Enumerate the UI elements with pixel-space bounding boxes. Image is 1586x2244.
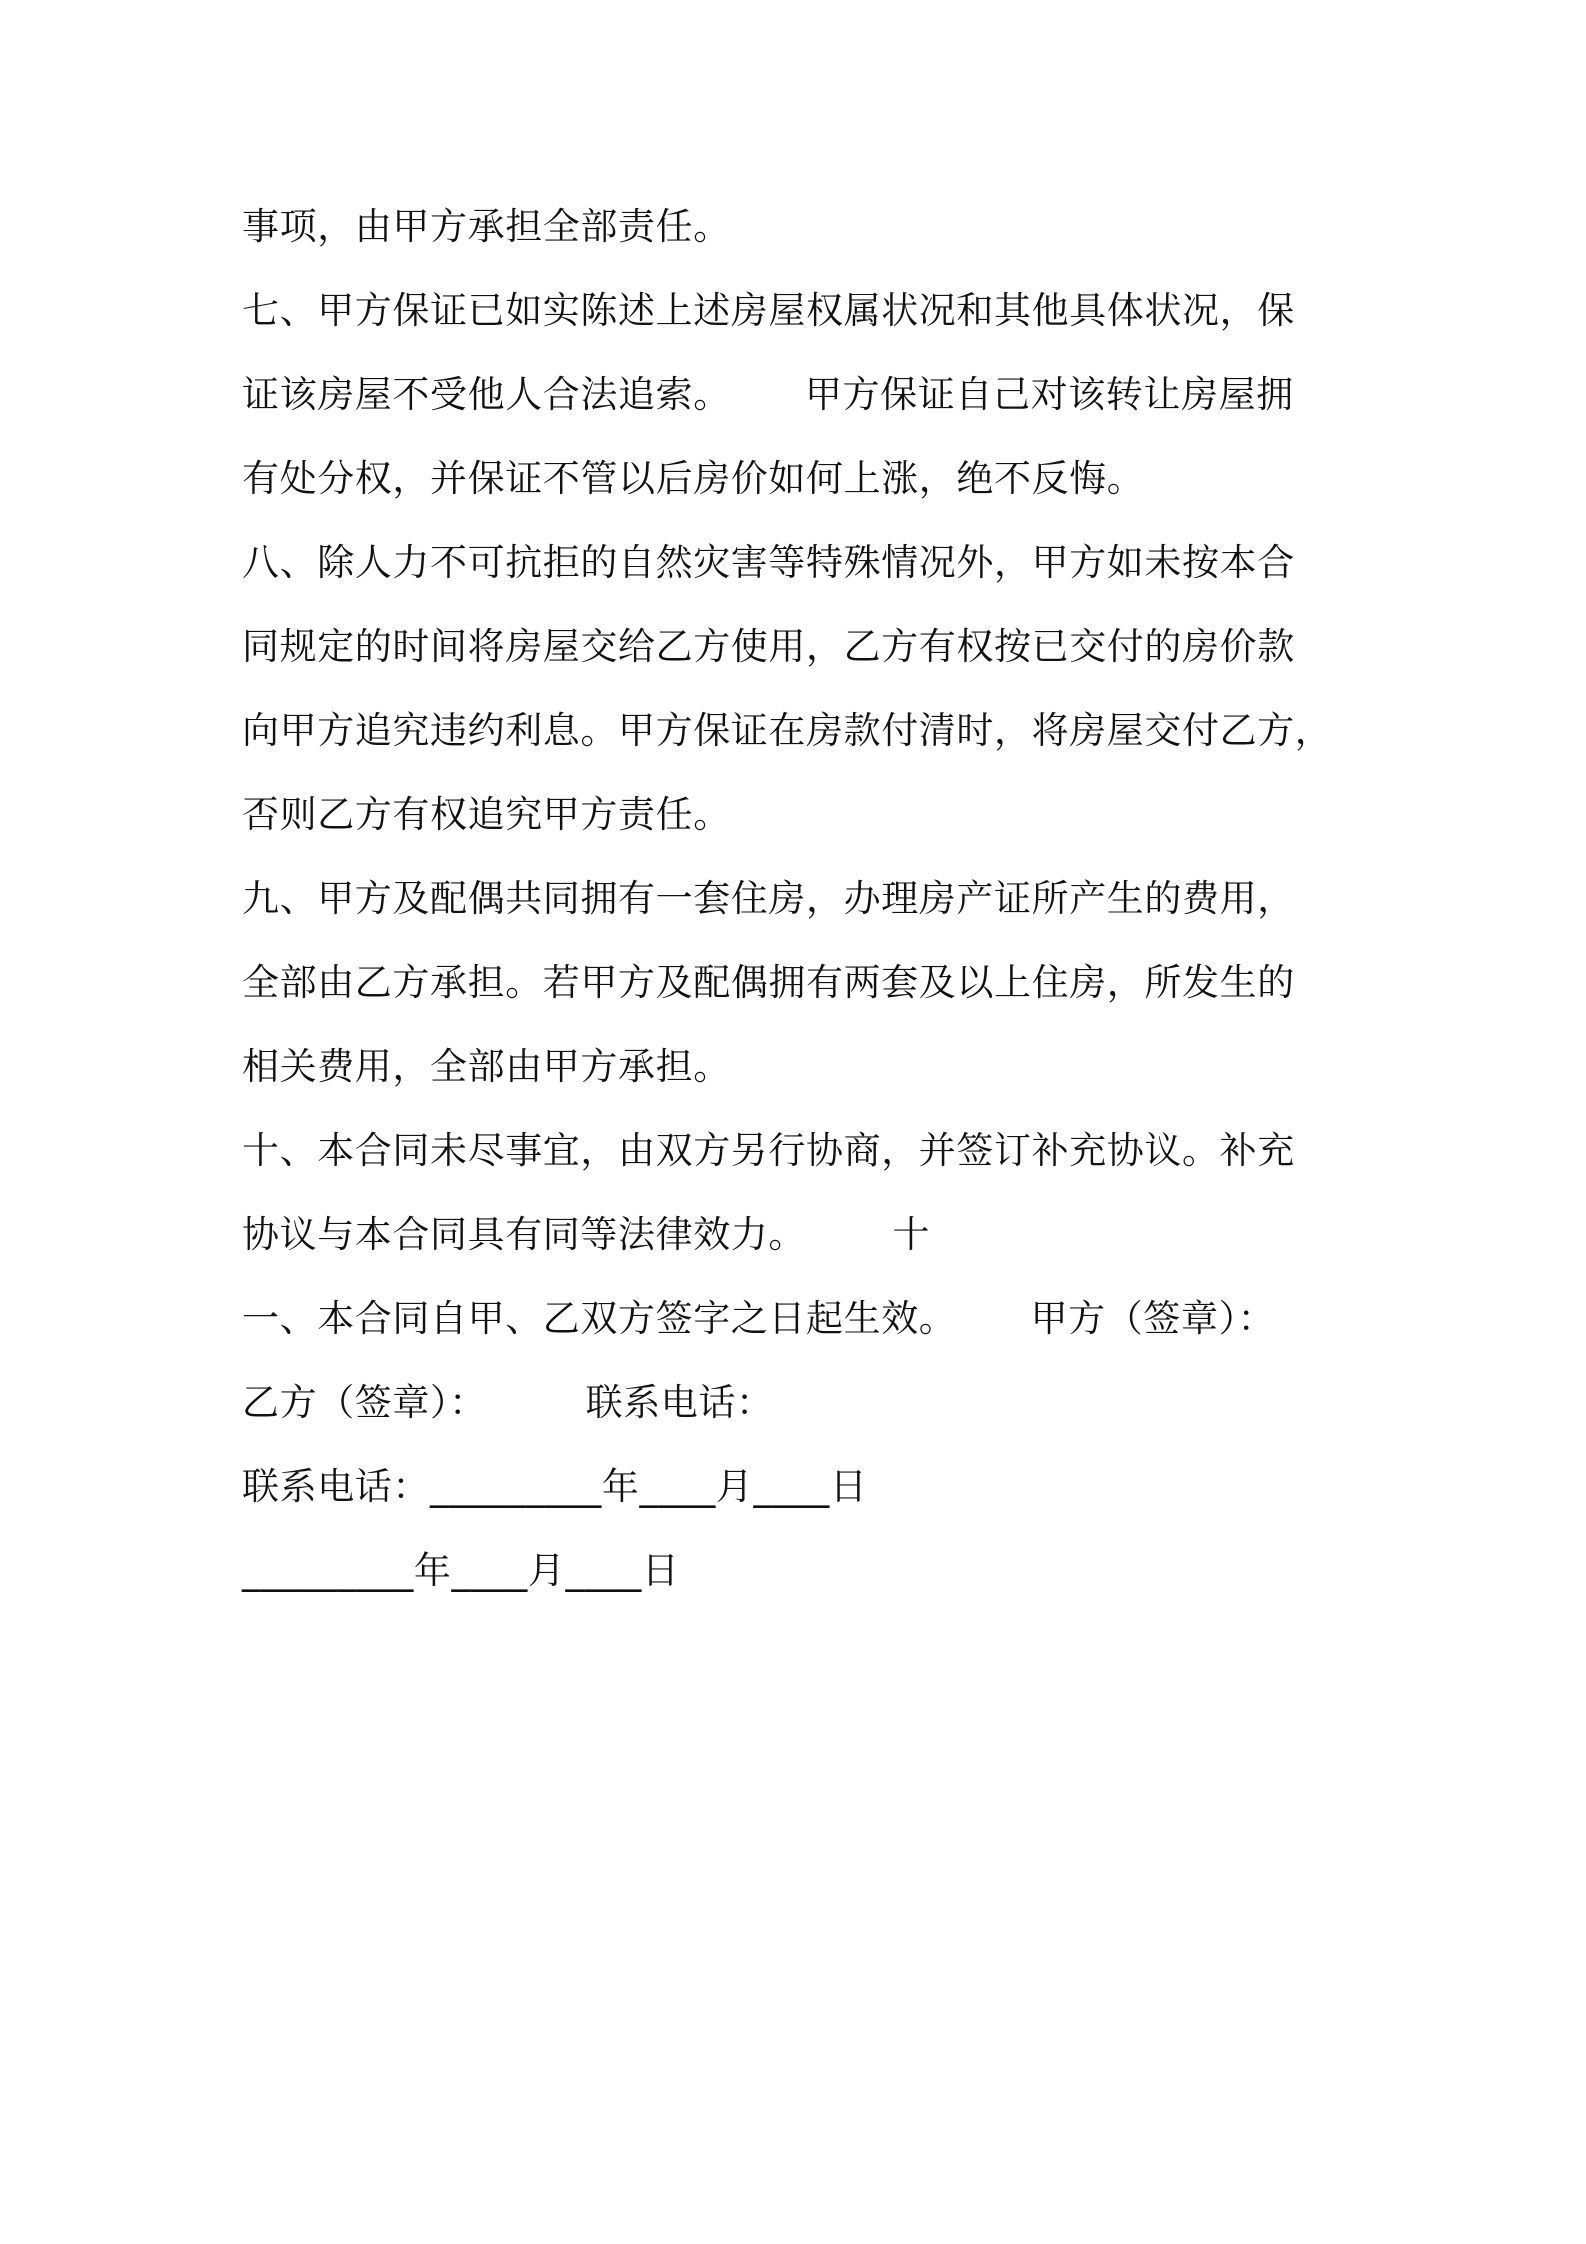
clause-8-line-1: 八、除人力不可抗拒的自然灾害等特殊情况外，甲方如未按本合 bbox=[242, 541, 1295, 584]
clause-7-line-3: 有处分权，并保证不管以后房价如何上涨，绝不反悔。 bbox=[242, 457, 1145, 500]
date-line: _________年____月____日 bbox=[242, 1549, 680, 1592]
clause-10-line-1: 十、本合同未尽事宜，由双方另行协商，并签订补充协议。补充 bbox=[242, 1129, 1295, 1172]
clause-8-line-4: 否则乙方有权追究甲方责任。 bbox=[242, 793, 731, 836]
clause-9-line-3: 相关费用，全部由甲方承担。 bbox=[242, 1045, 731, 1088]
clause-9-line-1: 九、甲方及配偶共同拥有一套住房，办理房产证所产生的费用， bbox=[242, 877, 1295, 920]
clause-7-line-2: 证该房屋不受他人合法追索。 甲方保证自己对该转让房屋拥 bbox=[242, 373, 1294, 416]
clause-7-line-1: 七、甲方保证已如实陈述上述房屋权属状况和其他具体状况，保 bbox=[242, 289, 1295, 332]
clause-8-line-2: 同规定的时间将房屋交给乙方使用，乙方有权按已交付的房价款 bbox=[242, 625, 1295, 668]
clause-10-line-2: 协议与本合同具有同等法律效力。 十 bbox=[242, 1213, 931, 1256]
clause-9-line-2: 全部由乙方承担。若甲方及配偶拥有两套及以上住房，所发生的 bbox=[242, 961, 1295, 1004]
clause-11-line: 一、本合同自甲、乙双方签字之日起生效。 甲方（签章）： bbox=[242, 1297, 1276, 1340]
party-b-signature-line: 乙方（签章）： 联系电话： bbox=[242, 1381, 774, 1424]
text-line-1: 事项，由甲方承担全部责任。 bbox=[242, 205, 731, 248]
clause-8-line-3: 向甲方追究违约利息。甲方保证在房款付清时，将房屋交付乙方， bbox=[242, 709, 1333, 752]
phone-date-line: 联系电话：_________年____月____日 bbox=[242, 1465, 868, 1508]
